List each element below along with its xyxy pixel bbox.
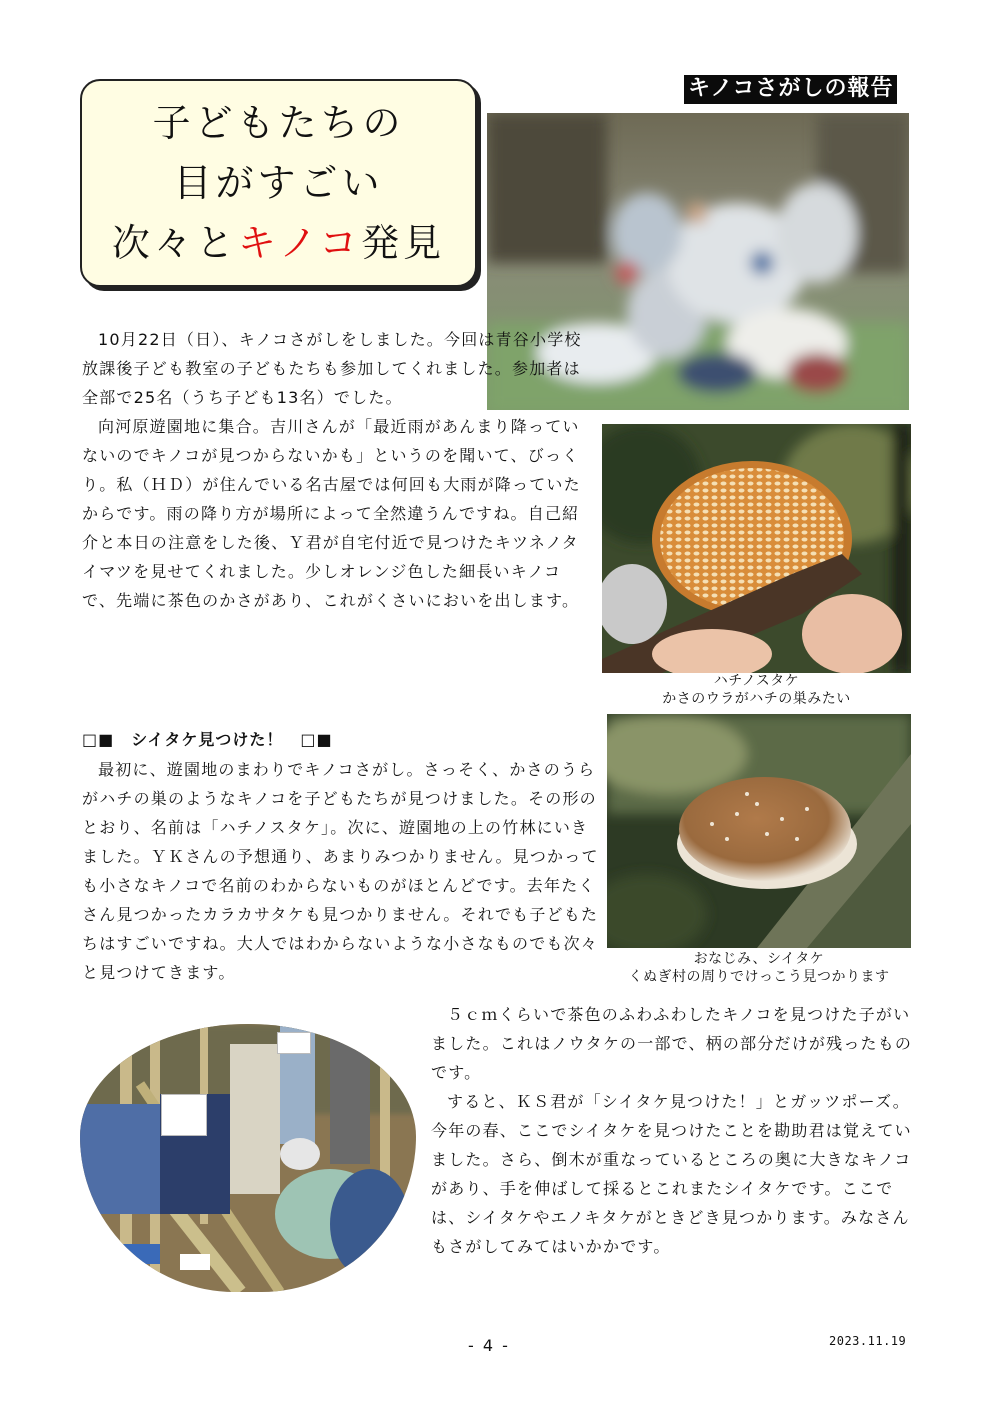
hachinosutake-caption: ハチノスタケ かさのウラがハチの巣みたい bbox=[662, 673, 851, 707]
section2-paragraph-2: ５ｃｍくらいで茶色のふわふわしたキノコを見つけた子がいました。これはノウタケの一部で、柄の部分だけが残ったものです。 bbox=[431, 1005, 913, 1082]
section2-text-2 bbox=[431, 1000, 913, 1261]
section2-paragraph-1: 最初に、遊園地のまわりでキノコさがし。さっそく、かさのうらがハチの巣のようなキノコを子どもたちが見つけました。その形のとおり、名前は「ハチノスタケ」。次に、遊園地の上の竹林にいきました。ＹＫさんの予想通り、あまりみつかりません。見つかっても小さなキノコで名前のわからないものがほとんどです。去年たくさん見つかったカラカサタケも見つかりません。それでも子どもたちはすごいですね。大人ではわからないような小さなものでも次々と見つけてきます。 bbox=[82, 760, 599, 982]
intro-paragraph-2: 向河原遊園地に集合。吉川さんが「最近雨があんまり降っていないのでキノコが見つからないかも」というのを聞いて、びっくり。私（ＨＤ）が住んでいる名古屋では何回も大雨が降っていたからです。雨の降り方が場所によって全然違うんですね。自己紹介と本日の注意をした後、Ｙ君が自宅付近で見つけたキツネノタイマツを見せてくれました。少しオレンジ色した細長いキノコで、先端に茶色のかさがあり、これがくさいにおいを出します。 bbox=[82, 417, 581, 610]
shiitake-caption: おなじみ、シイタケ くぬぎ村の周りでけっこう見つかります bbox=[628, 951, 890, 985]
section2-text-1 bbox=[82, 755, 599, 987]
title-line-1: 子どもたちの bbox=[152, 101, 405, 145]
title-box bbox=[80, 79, 477, 287]
date-stamp: 2023.11.19 bbox=[829, 1334, 907, 1348]
hachinosutake-photo bbox=[602, 424, 911, 673]
intro-text bbox=[82, 325, 594, 615]
shiitake-photo bbox=[607, 714, 911, 948]
page-number: - 4 - bbox=[468, 1336, 510, 1355]
section-subheading: □■ シイタケ見つけた！ □■ bbox=[82, 730, 333, 749]
title-line-3: 次々とキノコ発見 bbox=[111, 221, 446, 265]
intro-paragraph-1: 10月22日（日）、キノコさがしをしました。今回は青谷小学校放課後子ども教室の子どもたちも参加してくれました。参加者は全部で25名（うち子ども13名）でした。 bbox=[82, 330, 582, 407]
bamboo-forest-photo bbox=[80, 1024, 416, 1292]
section-tag: キノコさがしの報告 bbox=[684, 75, 897, 104]
title-line-2: 目がすごい bbox=[173, 161, 384, 205]
section2-paragraph-3: すると、ＫＳ君が「シイタケ見つけた！」とガッツポーズ。今年の春、ここでシイタケを見つけたことを勘助君は覚えていました。さら、倒木が重なっているところの奥に大きなキノコがあり、手を伸ばして採るとこれまたシイタケです。ここでは、シイタケやエノキタケがときどき見つかります。みなさんもさがしてみてはいかかです。 bbox=[431, 1092, 912, 1256]
